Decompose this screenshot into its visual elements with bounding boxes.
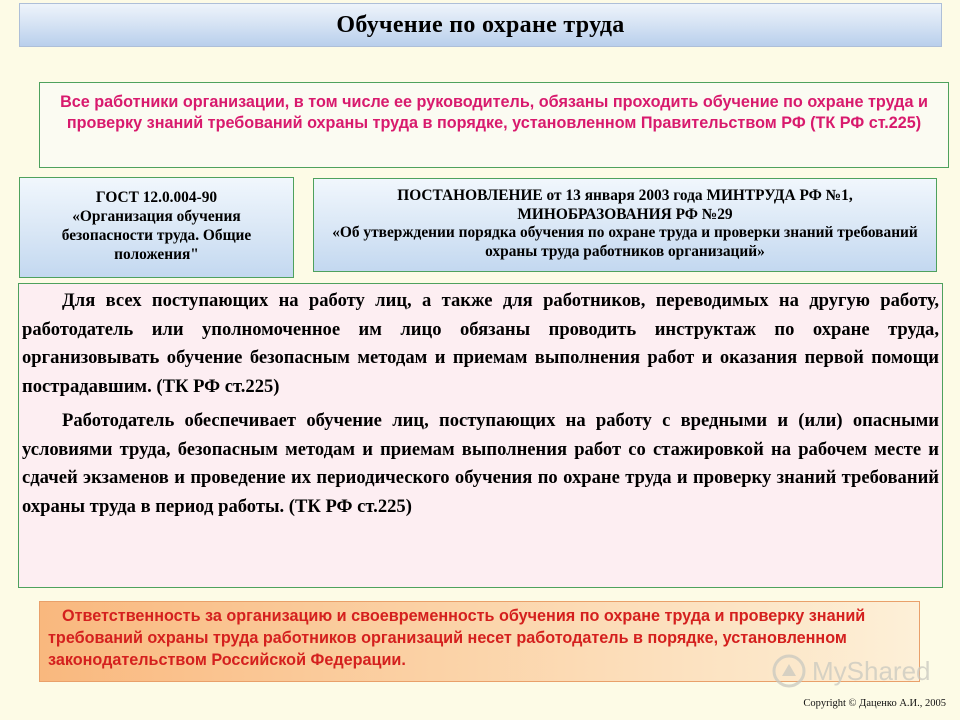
gost-number: ГОСТ 12.0.004-90 [95,189,218,206]
postanovlenie-heading: ПОСТАНОВЛЕНИЕ от 13 января 2003 года МИНТРУДА РФ №1, МИНОБРАЗОВАНИЯ РФ №29 [397,187,853,223]
copyright-notice: Copyright © Даценко А.И., 2005 [803,698,946,709]
gost-reference-box [19,177,294,278]
watermark [772,651,947,691]
postanovlenie-reference-box [313,178,937,272]
watermark-text: MyShared [812,655,931,686]
myshared-logo-icon [772,654,806,688]
page-title: Обучение по охране труда [19,3,942,47]
main-paragraph-2: Работодатель обеспечивает обучение лиц, поступающих на работу с вредными и (или) опасными условиями труда, безопасным методам и приемам выполнения работ со стажировкой на рабочем месте и сдачей экзаменов и проведение их периодического обучения по охране труда и проверку знаний требований охраны труда в период работы. (ТК РФ ст.225) [22,410,939,517]
postanovlenie-title: «Об утверждении порядка обучения по охране труда и проверки знаний требований охраны труда работников организаций» [332,224,918,260]
main-paragraph-1: Для всех поступающих на работу лиц, а также для работников, переводимых на другую работу, работодатель или уполномоченное им лицо обязаны проводить инструктаж по охране труда, организовывать обучение безопасным методам и приемам выполнения работ и оказания первой помощи пострадавшим. (ТК РФ ст.225) [22,290,939,397]
gost-title: «Организация обучения безопасности труда. Общие положения" [61,208,252,263]
intro-notice: Все работники организации, в том числе ее руководитель, обязаны проходить обучение по охране труда и проверку знаний требований охраны труда в порядке, установленном Правительством РФ (ТК РФ ст.225) [39,82,949,168]
main-text-box [18,283,943,588]
responsibility-text: Ответственность за организацию и своевременность обучения по охране труда и проверку знаний требований охраны труда работников организаций несет работодатель в порядке, установленном законодательством Российской Федерации. [48,607,866,669]
